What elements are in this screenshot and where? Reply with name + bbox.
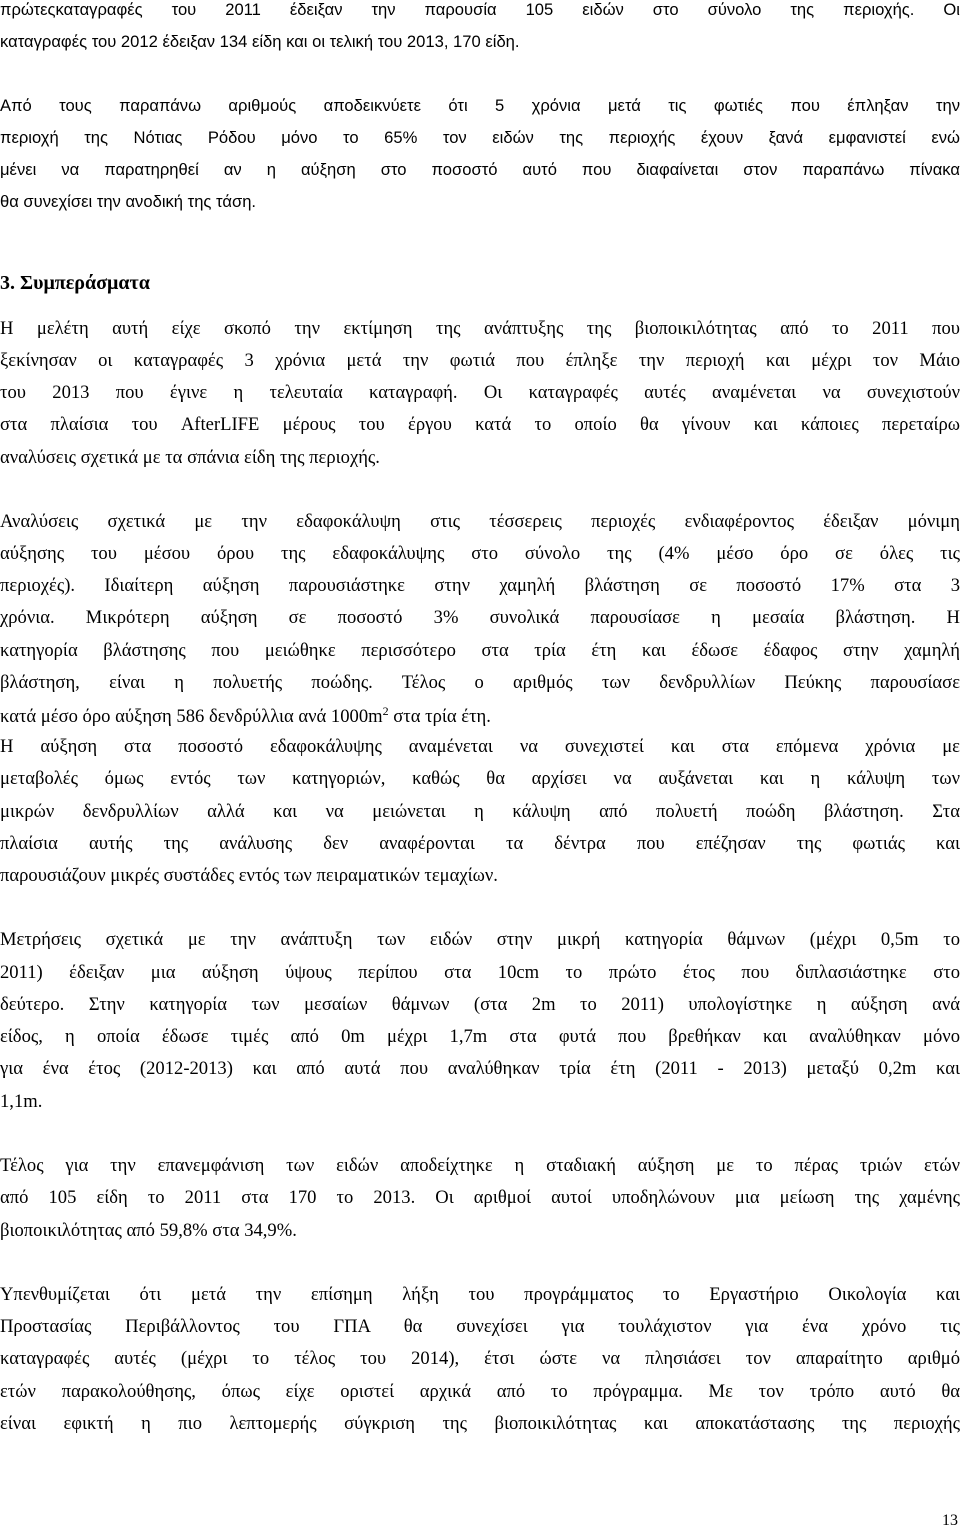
fires-line-2: περιοχή της Νότιας Ρόδου μόνο το 65% τον ειδών της περιοχής έχουν ξανά εμφανιστεί ενώ (0, 128, 960, 147)
p1-line-2: ξεκίνησαν οι καταγραφές 3 χρόνια μετά την φωτιά που έπληξε την περιοχή και μέχρι τον Μάιο (0, 350, 960, 371)
p6-line-1: Υπενθυμίζεται ότι μετά την επίσημη λήξη του προγράμματος το Εργαστήριο Οικολογία και (0, 1284, 960, 1305)
p2-line-2: αύξησης του μέσου όρου της εδαφοκάλυψης στο σύνολο της (4% μέσο όρο σε όλες τις (0, 543, 960, 564)
p2-line-3: περιοχές). Ιδιαίτερη αύξηση παρουσιάστηκε στην χαμηλή βλάστηση σε ποσοστό 17% στα 3 (0, 575, 960, 596)
fires-line-1: Από τους παραπάνω αριθμούς αποδεικνύετε ότι 5 χρόνια μετά τις φωτιές που έπληξαν την (0, 96, 960, 115)
p3-line-4: πλαίσια αυτής της ανάλυσης δεν αναφέρονται τα δέντρα που επέζησαν της φωτιάς και (0, 833, 960, 854)
p2-line-4: χρόνια. Μικρότερη αύξηση σε ποσοστό 3% συνολικά παρουσίασε η μεσαία βλάστηση. Η (0, 607, 960, 628)
p4-line-3: δεύτερο. Στην κατηγορία των μεσαίων θάμνων (στα 2m το 2011) υπολογίστηκε η αύξηση ανά (0, 994, 960, 1015)
p4-line-4: είδος, η οποία έδωσε τιμές από 0m μέχρι 1,7m στα φυτά που βρεθήκαν και αναλύθηκαν μόνο (0, 1026, 960, 1047)
p5-line-3: βιοποικιλότητας από 59,8% στα 34,9%. (0, 1220, 297, 1241)
p6-line-2: Προστασίας Περιβάλλοντος του ΓΠΑ θα συνεχίσει για τουλάχιστον για ένα χρόνο τις (0, 1316, 960, 1337)
p3-line-1: Η αύξηση στα ποσοστό εδαφοκάλυψης αναμένεται να συνεχιστεί και στα επόμενα χρόνια με (0, 736, 960, 757)
p4-line-2: 2011) έδειξαν μια αύξηση ύψους περίπου στα 10cm το πρώτο έτος που διπλασιάστηκε στο (0, 962, 960, 983)
p3-line-3: μικρών δενδρυλλίων αλλά και να μειώνεται η κάλυψη από πολυετή ποώδη βλάστηση. Στα (0, 801, 960, 822)
p6-line-5: είναι εφικτή η πιο λεπτομερής σύγκριση της βιοποικιλότητας και αποκατάστασης της περιοχής (0, 1413, 960, 1434)
p2-line-7 (0, 704, 960, 728)
p1-line-3: του 2013 που έγινε η τελευταία καταγραφή. Οι καταγραφές αυτές αναμένεται να συνεχιστούν (0, 382, 960, 403)
section-heading: 3. Συμπεράσματα (0, 272, 150, 294)
intro-line-2: καταγραφές του 2012 έδειξαν 134 είδη και οι τελική του 2013, 170 είδη. (0, 32, 520, 51)
superscript-2: 2 (382, 704, 389, 718)
p2-line-7-text: κατά μέσο όρο αύξηση 586 δενδρύλλια ανά 1000m (0, 706, 383, 728)
p1-line-1: Η μελέτη αυτή είχε σκοπό την εκτίμηση της ανάπτυξης της βιοποικιλότητας από το 2011 που (0, 318, 960, 339)
p4-line-6: 1,1m. (0, 1091, 43, 1112)
p1-line-5: αναλύσεις σχετικά με τα σπάνια είδη της περιοχής. (0, 447, 380, 468)
p2-line-6: βλάστηση, είναι η πολυετής ποώδης. Τέλος ο αριθμός των δενδρυλλίων Πεύκης παρουσίασε (0, 672, 960, 693)
p3-line-5: παρουσιάζουν μικρές συστάδες εντός των πειραματικών τεμαχίων. (0, 865, 498, 886)
p2-line-5: κατηγορία βλάστησης που μειώθηκε περισσότερο στα τρία έτη και έδωσε έδαφος στην χαμηλή (0, 640, 960, 661)
fires-line-4: θα συνεχίσει την ανοδική της τάση. (0, 192, 257, 211)
page-number: 13 (942, 1512, 958, 1529)
p2-line-7-tail: στα τρία έτη. (388, 706, 491, 728)
p1-line-4: στα πλαίσια του AfterLIFE μέρους του έργου κατά το οποίο θα γίνουν και κάποιες περεταίρω (0, 414, 960, 435)
p5-line-1: Τέλος για την επανεμφάνιση των ειδών αποδείχτηκε η σταδιακή αύξηση με το πέρας τριών ετών (0, 1155, 960, 1176)
p6-line-4: ετών παρακολούθησης, όπως είχε οριστεί αρχικά από το πρόγραμμα. Με τον τρόπο αυτό θα (0, 1381, 960, 1402)
p2-line-1: Αναλύσεις σχετικά με την εδαφοκάλυψη στις τέσσερεις περιοχές ενδιαφέροντος έδειξαν μόνιμη (0, 511, 960, 532)
intro-line-1: πρώτεςκαταγραφές του 2011 έδειξαν την παρουσία 105 ειδών στο σύνολο της περιοχής. Οι (0, 0, 960, 19)
p6-line-3: καταγραφές αυτές (μέχρι το τέλος του 2014), έτσι ώστε να πλησιάσει τον απαραίτητο αριθμό (0, 1348, 960, 1369)
p5-line-2: από 105 είδη το 2011 στα 170 το 2013. Οι αριθμοί αυτοί υποδηλώνουν μια μείωση της χαμένης (0, 1187, 960, 1208)
p3-line-2: μεταβολές όμως εντός των κατηγοριών, καθώς θα αρχίσει να αυξάνεται και η κάλυψη των (0, 768, 960, 789)
p4-line-1: Μετρήσεις σχετικά με την ανάπτυξη των ειδών στην μικρή κατηγορία θάμνων (μέχρι 0,5m το (0, 929, 960, 950)
p4-line-5: για ένα έτος (2012-2013) και από αυτά που αναλύθηκαν τρία έτη (2011 - 2013) μεταξύ 0,2m και (0, 1058, 960, 1079)
fires-line-3: μένει να παρατηρηθεί αν η αύξηση στο ποσοστό αυτό που διαφαίνεται στον παραπάνω πίνακα (0, 160, 960, 179)
